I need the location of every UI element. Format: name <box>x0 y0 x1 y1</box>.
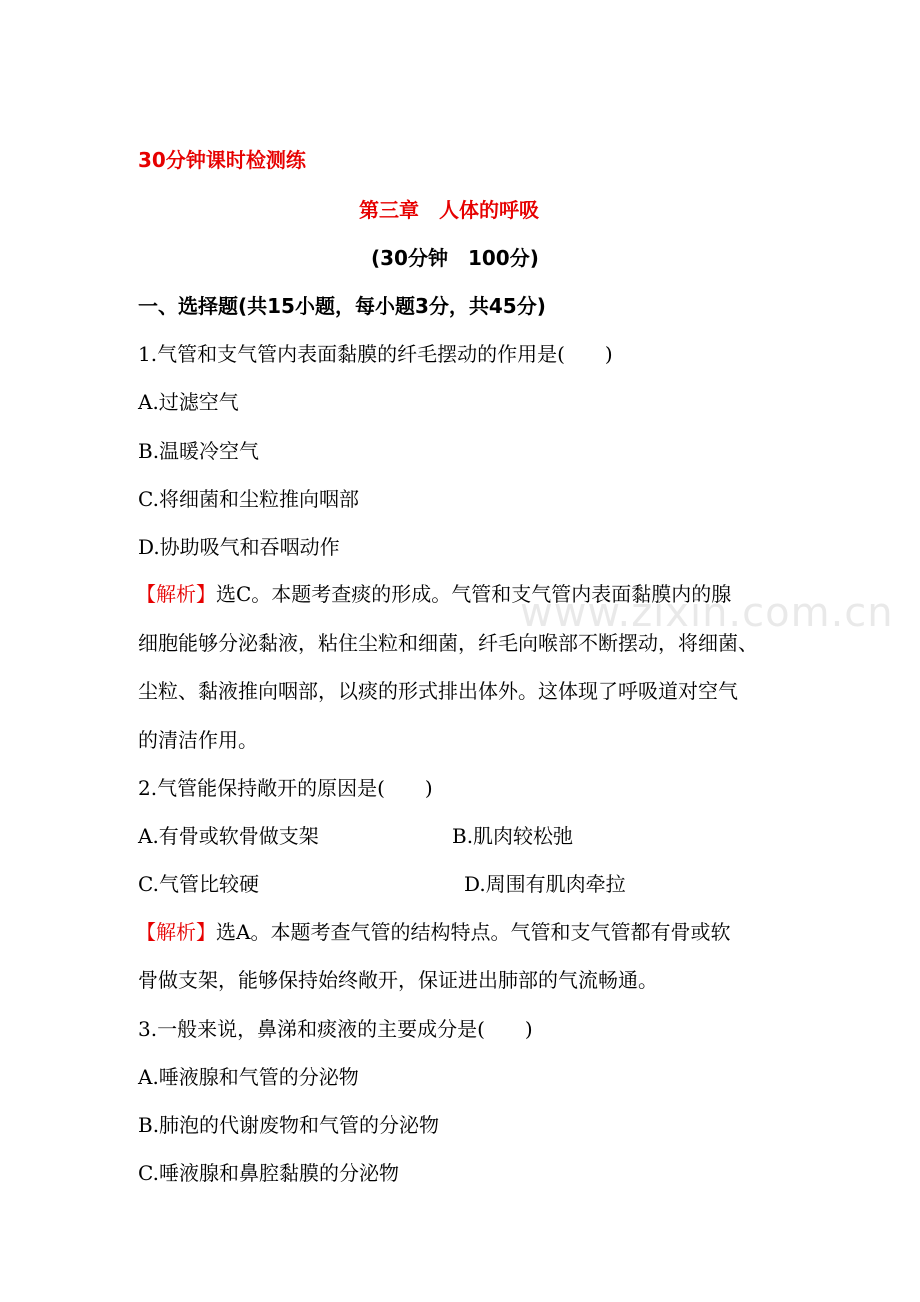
question-1-option-d: D.协助吸气和吞咽动作 <box>138 535 340 559</box>
question-3-option-c: C.唾液腺和鼻腔黏膜的分泌物 <box>138 1161 399 1185</box>
analysis-text: 选A。本题考查气管的结构特点。气管和支气管都有骨或软 <box>216 920 731 944</box>
analysis-tag: 【解析】 <box>136 920 216 944</box>
top-title: 30分钟课时检测练 <box>138 148 306 172</box>
analysis-text: 选C。本题考查痰的形成。气管和支气管内表面黏膜内的腺 <box>216 582 732 606</box>
question-3-option-a: A.唾液腺和气管的分泌物 <box>138 1065 359 1089</box>
analysis-tag: 【解析】 <box>136 582 216 606</box>
question-1-option-c: C.将细菌和尘粒推向咽部 <box>138 487 359 511</box>
question-2-analysis-line-2: 骨做支架，能够保持始终敞开，保证进出肺部的气流畅通。 <box>138 968 658 992</box>
section-title: 一、选择题(共15小题，每小题3分，共45分) <box>138 294 546 318</box>
time-score: (30分钟 100分) <box>371 246 539 270</box>
question-3-stem: 3.一般来说，鼻涕和痰液的主要成分是( ) <box>138 1017 533 1041</box>
question-2-option-d: D.周围有肌肉牵拉 <box>464 872 626 896</box>
question-1-analysis-line-1 <box>136 580 731 608</box>
watermark: www.zixin.com.cn <box>520 590 894 636</box>
question-1-option-b: B.温暖冷空气 <box>138 439 260 463</box>
question-2-option-b: B.肌肉较松弛 <box>452 824 574 848</box>
question-1-option-a: A.过滤空气 <box>138 390 239 414</box>
question-2-stem: 2.气管能保持敞开的原因是( ) <box>138 776 433 800</box>
question-1-stem: 1.气管和支气管内表面黏膜的纤毛摆动的作用是( ) <box>138 342 613 366</box>
question-2-option-c: C.气管比较硬 <box>138 872 259 896</box>
question-1-analysis-line-4: 的清洁作用。 <box>138 728 258 752</box>
question-3-option-b: B.肺泡的代谢废物和气管的分泌物 <box>138 1113 440 1137</box>
question-1-analysis-line-2: 细胞能够分泌黏液，粘住尘粒和细菌，纤毛向喉部不断摆动，将细菌、 <box>138 631 758 655</box>
question-2-option-a: A.有骨或软骨做支架 <box>138 824 319 848</box>
chapter-title: 第三章 人体的呼吸 <box>359 198 539 222</box>
question-2-analysis-line-1 <box>136 918 730 946</box>
question-1-analysis-line-3: 尘粒、黏液推向咽部，以痰的形式排出体外。这体现了呼吸道对空气 <box>138 679 738 703</box>
